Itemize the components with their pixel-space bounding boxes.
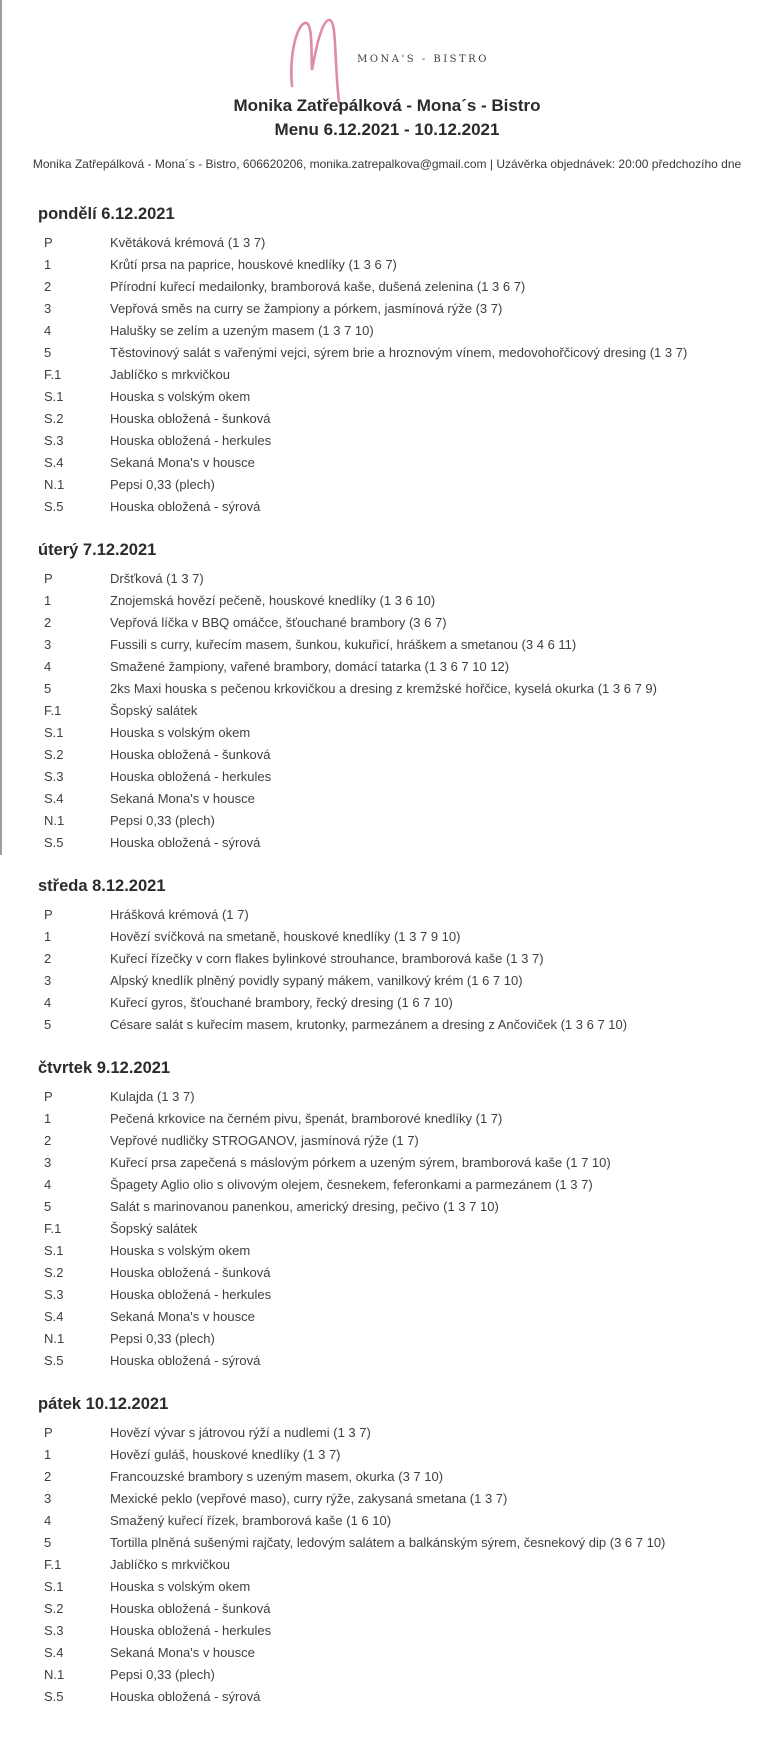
menu-row — [38, 1554, 758, 1576]
menu-item-text: Pepsi 0,33 (plech) — [110, 1667, 215, 1682]
menu-item-code: 4 — [44, 659, 52, 674]
menu-row — [38, 1444, 758, 1466]
menu-item-text: Houska obložená - šunková — [110, 1265, 271, 1280]
menu-row — [38, 1488, 758, 1510]
menu-item-code: 1 — [44, 1111, 52, 1126]
menu-item-text: Přírodní kuřecí medailonky, bramborová kaše, dušená zelenina (1 3 6 7) — [110, 279, 526, 294]
day-rows — [38, 904, 758, 1036]
menu-item-code: S.2 — [44, 411, 64, 426]
menu-item-code: 5 — [44, 681, 52, 696]
menu-item-text: Sekaná Mona's v housce — [110, 1309, 255, 1324]
menu-item-text: Kuřecí prsa zapečená s máslovým pórkem a uzeným sýrem, bramborová kaše (1 7 10) — [110, 1155, 611, 1170]
menu-row — [38, 232, 758, 254]
menu-item-code: N.1 — [44, 813, 65, 828]
menu-row — [38, 722, 758, 744]
menu-item-text: Květáková krémová (1 3 7) — [110, 235, 266, 250]
menu-row — [38, 634, 758, 656]
menu-item-text: Smažený kuřecí řízek, bramborová kaše (1 6 10) — [110, 1513, 392, 1528]
day-heading: středa 8.12.2021 — [38, 877, 166, 895]
menu-item-text: Houska obložená - sýrová — [110, 499, 261, 514]
menu-item-text: Houska obložená - šunková — [110, 747, 271, 762]
menu-row — [38, 1240, 758, 1262]
menu-item-code: S.1 — [44, 725, 64, 740]
menu-item-code: 5 — [44, 1199, 52, 1214]
menu-item-text: Houska obložená - šunková — [110, 411, 271, 426]
day-section — [38, 204, 758, 518]
menu-item-code: N.1 — [44, 1331, 65, 1346]
page-header — [0, 0, 774, 173]
menu-item-text: Houska obložená - herkules — [110, 1287, 272, 1302]
menu-row — [38, 992, 758, 1014]
menu-row — [38, 1152, 758, 1174]
menu-item-code: 4 — [44, 1513, 52, 1528]
day-rows — [38, 1422, 758, 1708]
menu-item-text: Francouzské brambory s uzeným masem, okurka (3 7 10) — [110, 1469, 444, 1484]
day-rows — [38, 232, 758, 518]
menu-item-code: 2 — [44, 1469, 52, 1484]
day-section — [38, 540, 758, 854]
menu-item-code: 4 — [44, 1177, 52, 1192]
menu-row — [38, 1196, 758, 1218]
menu-row — [38, 364, 758, 386]
menu-row — [38, 948, 758, 970]
menu-row — [38, 1218, 758, 1240]
menu-item-code: S.5 — [44, 1689, 64, 1704]
menu-row — [38, 810, 758, 832]
menu-row — [38, 1664, 758, 1686]
menu-item-text: Sekaná Mona's v housce — [110, 791, 255, 806]
brand-wordmark: MONA'S - BISTRO — [357, 54, 489, 65]
menu-item-text: Pepsi 0,33 (plech) — [110, 813, 215, 828]
menu-item-code: F.1 — [44, 703, 62, 718]
menu-item-text: Těstovinový salát s vařenými vejci, sýrem brie a hroznovým vínem, medovohořčicový dresing (1 3 7) — [110, 345, 688, 360]
menu-item-code: F.1 — [44, 367, 62, 382]
menu-item-text: Šopský salátek — [110, 1221, 198, 1236]
menu-item-text: Jablíčko s mrkvičkou — [110, 367, 230, 382]
menu-item-code: 5 — [44, 345, 52, 360]
menu-row — [38, 1598, 758, 1620]
menu-row — [38, 656, 758, 678]
menu-item-code: S.4 — [44, 455, 64, 470]
menu-row — [38, 474, 758, 496]
menu-item-code: S.4 — [44, 1645, 64, 1660]
page-title: Monika Zatřepálková - Mona´s - Bistro — [233, 96, 541, 115]
menu-item-code: S.3 — [44, 1623, 64, 1638]
menu-row — [38, 1086, 758, 1108]
menu-item-code: P — [44, 907, 53, 922]
menu-row — [38, 926, 758, 948]
menu-row — [38, 452, 758, 474]
menu-item-code: 4 — [44, 995, 52, 1010]
menu-item-text: Houska obložená - sýrová — [110, 1353, 261, 1368]
menu-row — [38, 1620, 758, 1642]
menu-item-code: S.5 — [44, 835, 64, 850]
menu-item-text: Houska s volským okem — [110, 389, 251, 404]
menu-item-code: F.1 — [44, 1557, 62, 1572]
menu-row — [38, 254, 758, 276]
menu-item-text: Kulajda (1 3 7) — [110, 1089, 195, 1104]
menu-item-text: Vepřová směs na curry se žampiony a pórkem, jasmínová rýže (3 7) — [110, 301, 503, 316]
menu-item-text: Vepřová líčka v BBQ omáčce, šťouchané brambory (3 6 7) — [110, 615, 447, 630]
menu-row — [38, 904, 758, 926]
day-rows — [38, 568, 758, 854]
menu-row — [38, 1350, 758, 1372]
menu-item-code: 4 — [44, 323, 52, 338]
menu-item-code: S.1 — [44, 1579, 64, 1594]
menu-item-text: Pepsi 0,33 (plech) — [110, 1331, 215, 1346]
menu-item-code: S.1 — [44, 389, 64, 404]
menu-item-code: S.2 — [44, 1265, 64, 1280]
menu-item-text: Césare salát s kuřecím masem, krutonky, parmezánem a dresing z Ančoviček (1 3 6 7 10) — [110, 1017, 628, 1032]
menu-item-text: Salát s marinovanou panenkou, americký dresing, pečivo (1 3 7 10) — [110, 1199, 499, 1214]
menu-item-code: P — [44, 571, 53, 586]
menu-row — [38, 342, 758, 364]
day-heading: čtvrtek 9.12.2021 — [38, 1059, 171, 1077]
menu-item-code: N.1 — [44, 477, 65, 492]
menu-item-code: 5 — [44, 1017, 52, 1032]
menu-item-text: Kuřecí řízečky v corn flakes bylinkové strouhance, bramborová kaše (1 3 7) — [110, 951, 544, 966]
menu-item-code: 2 — [44, 1133, 52, 1148]
menu-item-text: Hovězí svíčková na smetaně, houskové knedlíky (1 3 7 9 10) — [110, 929, 461, 944]
menu-row — [38, 1130, 758, 1152]
menu-item-text: Houska obložená - herkules — [110, 433, 272, 448]
menu-item-code: S.3 — [44, 433, 64, 448]
menu-item-code: 3 — [44, 1491, 52, 1506]
menu-item-code: 2 — [44, 615, 52, 630]
menu-item-code: S.3 — [44, 769, 64, 784]
menu-item-text: Halušky se zelím a uzeným masem (1 3 7 10) — [110, 323, 374, 338]
menu-item-text: Mexické peklo (vepřové maso), curry rýže, zakysaná smetana (1 3 7) — [110, 1491, 508, 1506]
menu-item-text: Houska s volským okem — [110, 725, 251, 740]
menu-row — [38, 1014, 758, 1036]
menu-item-code: P — [44, 1089, 53, 1104]
menu-item-code: F.1 — [44, 1221, 62, 1236]
menu-item-text: Pepsi 0,33 (plech) — [110, 477, 215, 492]
menu-item-text: Hovězí guláš, houskové knedlíky (1 3 7) — [110, 1447, 341, 1462]
day-heading: pondělí 6.12.2021 — [38, 205, 175, 223]
menu-item-text: Krůtí prsa na paprice, houskové knedlíky (1 3 6 7) — [110, 257, 397, 272]
menu-row — [38, 832, 758, 854]
menu-item-text: Vepřové nudličky STROGANOV, jasmínová rýže (1 7) — [110, 1133, 419, 1148]
day-section — [38, 1394, 758, 1708]
menu-item-text: Hovězí vývar s játrovou rýží a nudlemi (1 3 7) — [110, 1425, 371, 1440]
menu-item-code: S.4 — [44, 1309, 64, 1324]
menu-item-code: 1 — [44, 1447, 52, 1462]
menu-row — [38, 970, 758, 992]
menu-item-text: Hrášková krémová (1 7) — [110, 907, 249, 922]
menu-row — [38, 496, 758, 518]
menu-item-text: Tortilla plněná sušenými rajčaty, ledovým salátem a balkánským sýrem, česnekový dip (3 6 7 10) — [110, 1535, 666, 1550]
menu-item-code: S.2 — [44, 747, 64, 762]
menu-item-text: Šopský salátek — [110, 703, 198, 718]
menu-row — [38, 700, 758, 722]
day-rows — [38, 1086, 758, 1372]
menu-item-text: Kuřecí gyros, šťouchané brambory, řecký dresing (1 6 7 10) — [110, 995, 453, 1010]
menu-item-text: Jablíčko s mrkvičkou — [110, 1557, 230, 1572]
menu-item-text: Houska obložená - sýrová — [110, 1689, 261, 1704]
page-left-border — [0, 0, 2, 855]
menu-row — [38, 1510, 758, 1532]
menu-item-code: S.5 — [44, 1353, 64, 1368]
contact-info-line: Monika Zatřepálková - Mona´s - Bistro, 606620206, monika.zatrepalkova@gmail.com | Uzávěrka objednávek: 20:00 předchozího dne — [32, 157, 742, 171]
menu-row — [38, 1328, 758, 1350]
day-heading: úterý 7.12.2021 — [38, 541, 157, 559]
menu-row — [38, 408, 758, 430]
menu-date-range: Menu 6.12.2021 - 10.12.2021 — [274, 120, 500, 139]
menu-row — [38, 1576, 758, 1598]
menu-row — [38, 386, 758, 408]
menu-item-code: S.3 — [44, 1287, 64, 1302]
menu-item-text: Sekaná Mona's v housce — [110, 1645, 255, 1660]
menu-item-code: N.1 — [44, 1667, 65, 1682]
menu-row — [38, 766, 758, 788]
menu-row — [38, 1686, 758, 1708]
menu-item-text: Pečená krkovice na černém pivu, špenát, bramborové knedlíky (1 7) — [110, 1111, 503, 1126]
menu-item-text: Houska obložená - sýrová — [110, 835, 261, 850]
menu-item-text: 2ks Maxi houska s pečenou krkovičkou a dresing z kremžské hořčice, kyselá okurka (1 3 6 7 9) — [110, 681, 657, 696]
menu-item-text: Houska s volským okem — [110, 1579, 251, 1594]
menu-row — [38, 744, 758, 766]
menu-item-text: Znojemská hovězí pečeně, houskové knedlíky (1 3 6 10) — [110, 593, 436, 608]
menu-item-code: S.4 — [44, 791, 64, 806]
menu-row — [38, 1108, 758, 1130]
monogram-m-icon — [285, 12, 347, 104]
menu-row — [38, 1532, 758, 1554]
menu-row — [38, 1306, 758, 1328]
menu-row — [38, 320, 758, 342]
menu-row — [38, 298, 758, 320]
menu-item-text: Houska obložená - šunková — [110, 1601, 271, 1616]
menu-item-text: Špagety Aglio olio s olivovým olejem, česnekem, feferonkami a parmezánem (1 3 7) — [110, 1177, 593, 1192]
menu-item-code: S.2 — [44, 1601, 64, 1616]
menu-row — [38, 1422, 758, 1444]
menu-row — [38, 430, 758, 452]
menu-item-code: S.5 — [44, 499, 64, 514]
menu-item-code: S.1 — [44, 1243, 64, 1258]
day-heading: pátek 10.12.2021 — [38, 1395, 169, 1413]
menu-row — [38, 678, 758, 700]
menu-item-text: Fussili s curry, kuřecím masem, šunkou, kukuřicí, hráškem a smetanou (3 4 6 11) — [110, 637, 577, 652]
menu-item-text: Houska s volským okem — [110, 1243, 251, 1258]
day-section — [38, 1058, 758, 1372]
menu-item-code: 1 — [44, 929, 52, 944]
day-section — [38, 876, 758, 1036]
menu-item-code: 3 — [44, 637, 52, 652]
menu-item-code: 1 — [44, 593, 52, 608]
menu-item-code: 2 — [44, 951, 52, 966]
menu-row — [38, 568, 758, 590]
menu-row — [38, 612, 758, 634]
menu-item-code: 1 — [44, 257, 52, 272]
menu-row — [38, 1642, 758, 1664]
menu-item-code: 5 — [44, 1535, 52, 1550]
menu-item-code: 3 — [44, 301, 52, 316]
menu-item-text: Sekaná Mona's v housce — [110, 455, 255, 470]
menu-row — [38, 1174, 758, 1196]
menu-days — [0, 204, 774, 1708]
menu-item-code: P — [44, 235, 53, 250]
menu-row — [38, 1284, 758, 1306]
menu-item-code: P — [44, 1425, 53, 1440]
menu-row — [38, 788, 758, 810]
menu-row — [38, 1262, 758, 1284]
bistro-logo — [0, 12, 774, 92]
menu-item-code: 3 — [44, 973, 52, 988]
menu-item-code: 3 — [44, 1155, 52, 1170]
menu-item-text: Houska obložená - herkules — [110, 1623, 272, 1638]
menu-row — [38, 276, 758, 298]
menu-item-text: Alpský knedlík plněný povidly sypaný mákem, vanilkový krém (1 6 7 10) — [110, 973, 523, 988]
menu-item-code: 2 — [44, 279, 52, 294]
menu-item-text: Dršťková (1 3 7) — [110, 571, 204, 586]
menu-item-text: Houska obložená - herkules — [110, 769, 272, 784]
menu-row — [38, 590, 758, 612]
menu-row — [38, 1466, 758, 1488]
menu-item-text: Smažené žampiony, vařené brambory, domácí tatarka (1 3 6 7 10 12) — [110, 659, 510, 674]
